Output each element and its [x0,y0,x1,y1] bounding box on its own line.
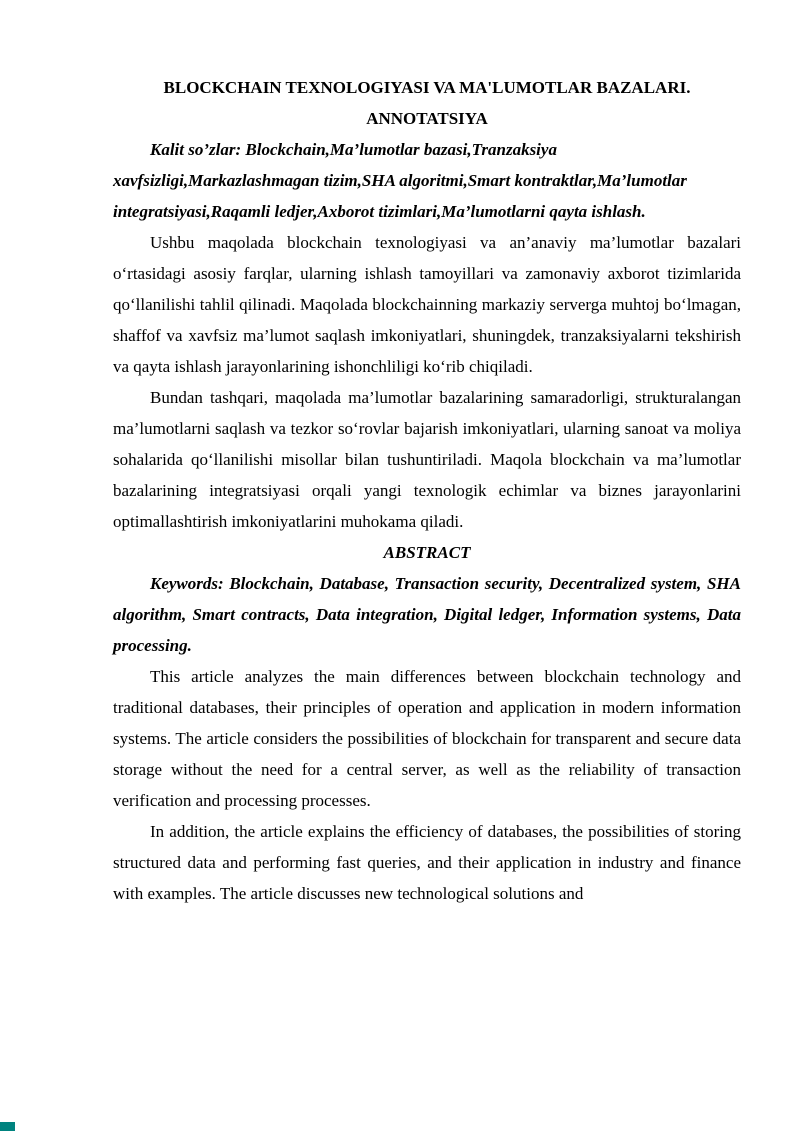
document-title: BLOCKCHAIN TEXNOLOGIYASI VA MA'LUMOTLAR BAZALARI. [163,78,691,97]
paragraph-uz-2: Bundan tashqari, maqolada ma’lumotlar bazalarining samaradorligi, strukturalangan ma’lumotlarni saqlash va tezkor soʻrovlar bajarish imkoniyatlari, ularning sanoat va moliya sohalarida qoʻllanilishi misollar bilan tushuntiriladi. Maqola blockchain va ma’lumotlar bazalarining integratsiyasi orqali yangi texnologik echimlar va biznes jarayonlarini optimallashtirish imkoniyatlarini muhokama qiladi. [113,388,741,531]
paragraph-uz-1: Ushbu maqolada blockchain texnologiyasi va an’anaviy ma’lumotlar bazalari oʻrtasidagi asosiy farqlar, ularning ishlash tamoyillari va zamonaviy axborot tizimlarida qoʻllanilishi tahlil qilinadi. Maqolada blockchainning markaziy serverga muhtoj boʻlmagan, shaffof va xavfsiz ma’lumot saqlash imkoniyatlari, shuningdek, tranzaksiyalarni tekshirish va qayta ishlash jarayonlarining ishonchliligi koʻrib chiqiladi. [113,233,741,376]
keywords-uz: Kalit so’zlar: Blockchain,Ma’lumotlar bazasi,Tranzaksiya xavfsizligi,Markazlashmagan tizim,SHA algoritmi,Smart kontraktlar,Ma’lumotlar integratsiyasi,Raqamli ledjer,Axborot tizimlari,Ma’lumotlarni qayta ishlash. [113,140,687,221]
paragraph-en-1: This article analyzes the main differences between blockchain technology and traditional databases, their principles of operation and application in modern information systems. The article considers the possibilities of blockchain for transparent and secure data storage without the need for a central server, as well as the reliability of transaction verification and processing processes. [113,667,741,810]
paragraph-en-2: In addition, the article explains the efficiency of databases, the possibilities of storing structured data and performing fast queries, and their application in industry and finance with examples. The article discusses new technological solutions and [113,822,741,903]
keywords-en: Keywords: Blockchain, Database, Transaction security, Decentralized system, SHA algorithm, Smart contracts, Data integration, Digital ledger, Information systems, Data processing. [113,574,741,655]
abstract-heading: ABSTRACT [383,543,471,562]
document-content [113,72,741,909]
annotatsiya-heading: ANNOTATSIYA [366,109,488,128]
page-corner-artifact [0,1122,15,1131]
